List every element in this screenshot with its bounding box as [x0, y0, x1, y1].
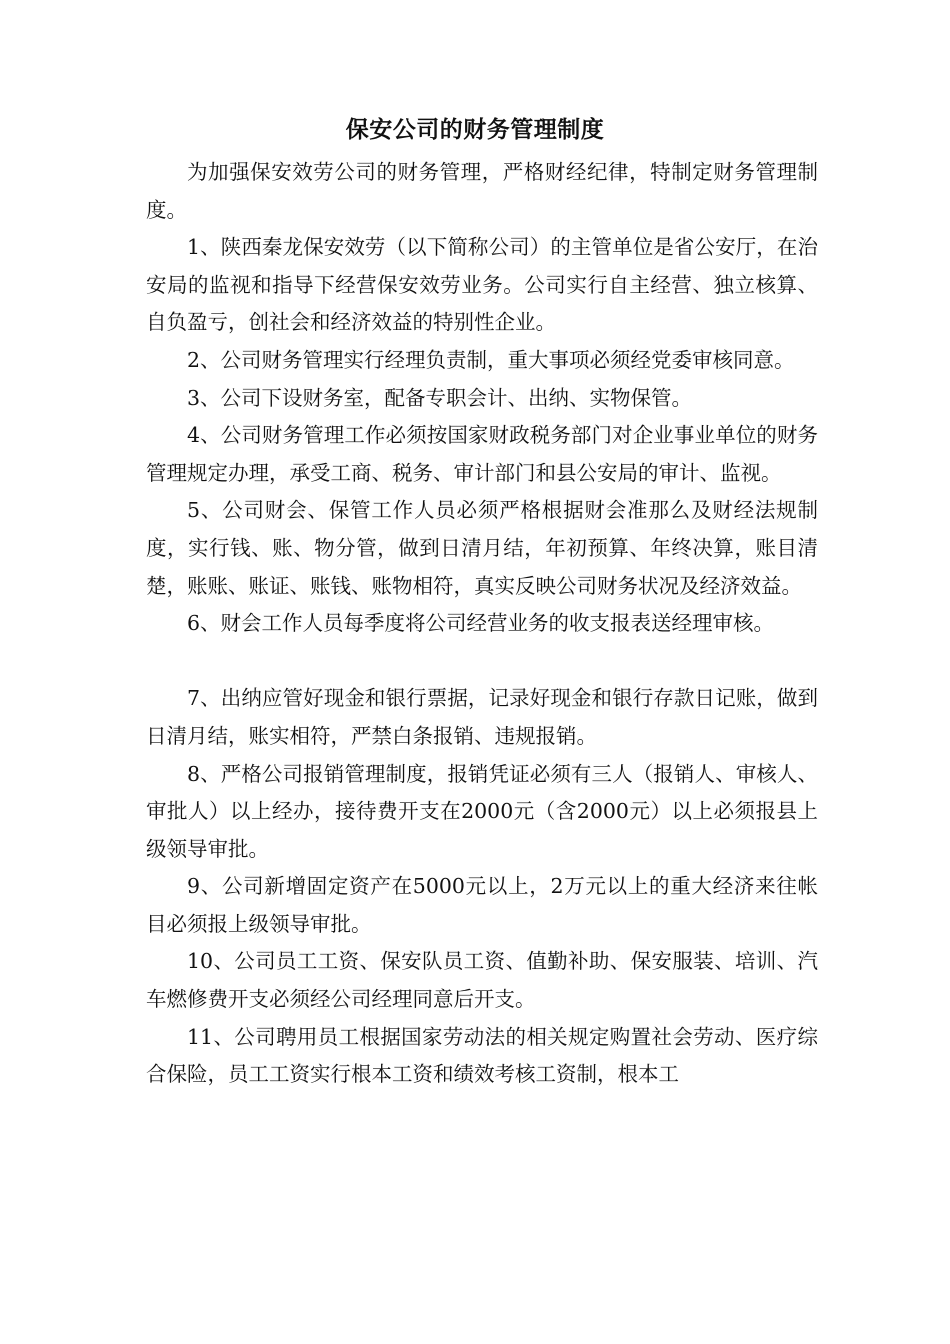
- clause-9: 9、公司新增固定资产在5000元以上，2万元以上的重大经济来往帐目必须报上级领导审批。: [146, 874, 818, 936]
- clause-8: 8、严格公司报销管理制度，报销凭证必须有三人（报销人、审核人、审批人）以上经办，接待费开支在2000元（含2000元）以上必须报县上级领导审批。: [146, 761, 818, 861]
- intro-paragraph: 为加强保安效劳公司的财务管理，严格财经纪律，特制定财务管理制度。: [146, 160, 818, 222]
- clause-2: 2、公司财务管理实行经理负责制，重大事项必须经党委审核同意。: [187, 347, 795, 372]
- clause-5: 5、公司财会、保管工作人员必须严格根据财会准那么及财经法规制度，实行钱、账、物分管，做到日清月结，年初预算、年终决算，账目清楚，账账、账证、账钱、账物相符，真实反映公司财务状况及经济效益。: [146, 498, 818, 598]
- document-body: [146, 154, 818, 1094]
- clause-3: 3、公司下设财务室，配备专职会计、出纳、实物保管。: [187, 385, 693, 410]
- clause-6: 6、财会工作人员每季度将公司经营业务的收支报表送经理审核。: [187, 611, 775, 636]
- clause-4: 4、公司财务管理工作必须按国家财政税务部门对企业事业单位的财务管理规定办理，承受工商、税务、审计部门和县公安局的审计、监视。: [146, 423, 818, 485]
- clause-1: 1、陕西秦龙保安效劳（以下简称公司）的主管单位是省公安厅，在治安局的监视和指导下经营保安效劳业务。公司实行自主经营、独立核算、自负盈亏，创社会和经济效益的特别性企业。: [146, 235, 818, 335]
- clause-11: 11、公司聘用员工根据国家劳动法的相关规定购置社会劳动、医疗综合保险，员工工资实行根本工资和绩效考核工资制，根本工: [146, 1024, 818, 1087]
- clause-7: 7、出纳应管好现金和银行票据，记录好现金和银行存款日记账，做到日清月结，账实相符，严禁白条报销、违规报销。: [146, 686, 818, 748]
- clause-10: 10、公司员工工资、保安队员工资、值勤补助、保安服装、培训、汽车燃修费开支必须经公司经理同意后开支。: [146, 949, 818, 1012]
- document-title: 保安公司的财务管理制度: [345, 117, 605, 143]
